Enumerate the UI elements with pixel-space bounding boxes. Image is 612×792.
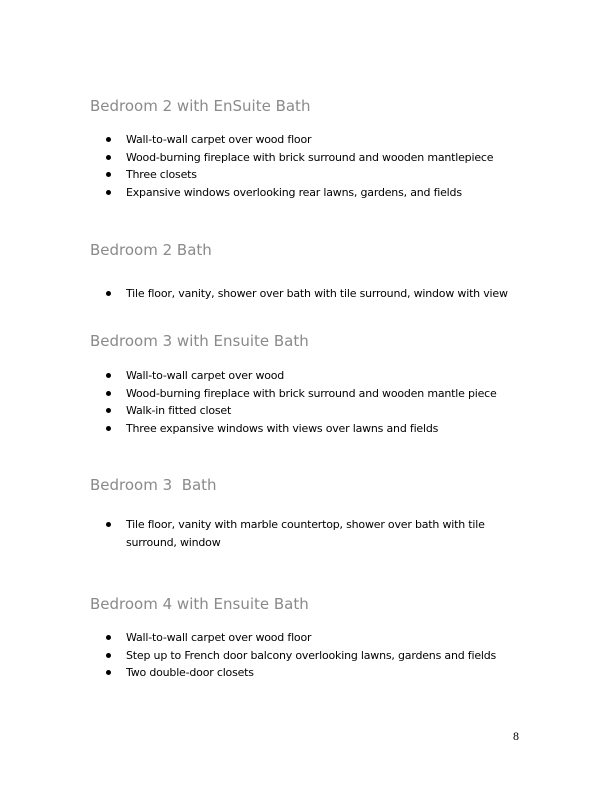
list-item xyxy=(106,149,526,167)
section-bedroom-3-bath xyxy=(90,476,530,549)
section-heading: Bedroom 2 Bath xyxy=(90,241,212,259)
bullet-icon xyxy=(106,670,111,675)
list-item xyxy=(106,647,526,665)
list-item-text: Wall-to-wall carpet over wood floor xyxy=(126,133,312,146)
section-heading: Bedroom 2 with EnSuite Bath xyxy=(90,97,311,115)
list-item xyxy=(106,420,526,438)
bullet-icon xyxy=(106,172,111,177)
page-number: 8 xyxy=(513,729,519,743)
section-bedroom-3 xyxy=(90,332,530,435)
bullet-icon xyxy=(106,137,111,142)
bullet-icon xyxy=(106,155,111,160)
bullet-icon xyxy=(106,426,111,431)
section-heading: Bedroom 4 with Ensuite Bath xyxy=(90,595,309,613)
list-item xyxy=(106,516,526,551)
bullet-icon xyxy=(106,408,111,413)
list-item-text: Walk-in fitted closet xyxy=(126,404,232,417)
list-item-text: Wood-burning fireplace with brick surround and wooden mantlepiece xyxy=(126,150,494,164)
bullet-icon xyxy=(106,635,111,640)
bullet-list xyxy=(106,131,526,201)
list-item xyxy=(106,664,526,682)
list-item-text: Step up to French door balcony overlooking lawns, gardens and fields xyxy=(126,648,497,662)
list-item xyxy=(106,184,526,202)
section-bedroom-2 xyxy=(90,97,530,199)
list-item-text: Expansive windows overlooking rear lawns, gardens, and fields xyxy=(126,185,462,199)
list-item xyxy=(106,166,526,184)
list-item-text: Three closets xyxy=(126,168,197,181)
bullet-list xyxy=(106,629,526,682)
bullet-icon xyxy=(106,291,111,296)
list-item-text: Tile floor, vanity, shower over bath with tile surround, window with view xyxy=(126,287,508,300)
list-item xyxy=(106,629,526,647)
list-item xyxy=(106,402,526,420)
bullet-icon xyxy=(106,391,111,396)
list-item-text: Wall-to-wall carpet over wood floor xyxy=(126,631,312,644)
list-item-text: Two double-door closets xyxy=(126,666,254,679)
list-item xyxy=(106,385,526,403)
list-item-text: Three expansive windows with views over lawns and fields xyxy=(126,421,439,435)
bullet-icon xyxy=(106,522,111,527)
bullet-icon xyxy=(106,653,111,658)
list-item-text: Tile floor, vanity with marble countertop, shower over bath with tile surround, window xyxy=(126,518,485,549)
bullet-icon xyxy=(106,190,111,195)
section-heading: Bedroom 3 Bath xyxy=(90,476,217,494)
section-bedroom-4 xyxy=(90,595,530,679)
list-item-text: Wood-burning fireplace with brick surround and wooden mantle piece xyxy=(126,386,497,400)
list-item xyxy=(106,367,526,385)
list-item xyxy=(106,285,526,303)
section-heading: Bedroom 3 with Ensuite Bath xyxy=(90,332,309,350)
bullet-list xyxy=(106,367,526,437)
section-bedroom-2-bath xyxy=(90,241,530,300)
bullet-list xyxy=(106,516,526,551)
list-item xyxy=(106,131,526,149)
bullet-list xyxy=(106,285,526,303)
bullet-icon xyxy=(106,373,111,378)
list-item-text: Wall-to-wall carpet over wood xyxy=(126,369,285,382)
